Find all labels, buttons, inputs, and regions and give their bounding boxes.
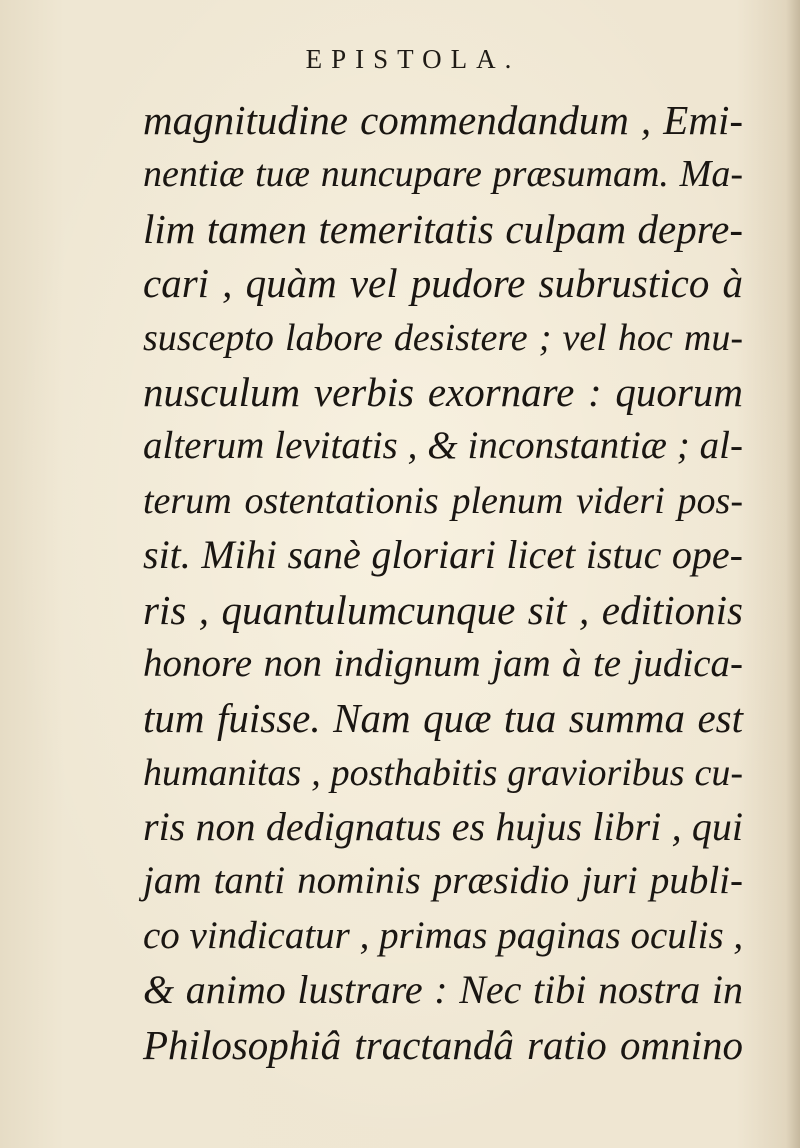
text-line: ris , quantulumcunque sit , editionis — [143, 586, 743, 633]
text-line: alterum levitatis , & inconstantiæ ; al- — [143, 424, 743, 468]
text-line: lim tamen temeritatis culpam depre- — [143, 205, 743, 252]
text-line: humanitas , posthabitis gravioribus cu- — [143, 751, 743, 794]
text-line: ris non dedignatus es hujus libri , qui — [143, 804, 743, 850]
text-line: co vindicatur , primas paginas oculis , — [143, 913, 744, 957]
body-text — [143, 93, 743, 1072]
text-line: tum fuisse. Nam quæ tua summa est — [143, 695, 743, 742]
text-line: nusculum verbis exornare : quorum — [143, 368, 743, 415]
text-line: suscepto labore desistere ; vel hoc mu- — [143, 316, 743, 359]
text-line: terum ostentationis plenum videri pos- — [143, 479, 743, 522]
text-line: cari , quàm vel pudore subrustico à — [143, 260, 743, 307]
text-line: sit. Mihi sanè gloriari licet istuc ope- — [143, 532, 743, 578]
text-line: nentiæ tuæ nuncupare præsumam. Ma- — [143, 153, 743, 196]
text-line: honore non indignum jam à te judica- — [143, 641, 743, 685]
text-line: magnitudine commendandum , Emi- — [143, 97, 743, 143]
running-head: EPISTOLA. — [305, 44, 521, 74]
text-line: Philosophiâ tractandâ ratio omnino — [143, 1021, 743, 1068]
page-edge-shadow — [786, 0, 800, 1148]
text-line: jam tanti nominis præsidio juri publi- — [143, 859, 743, 903]
text-line: & animo lustrare : Nec tibi nostra in — [143, 967, 743, 1013]
